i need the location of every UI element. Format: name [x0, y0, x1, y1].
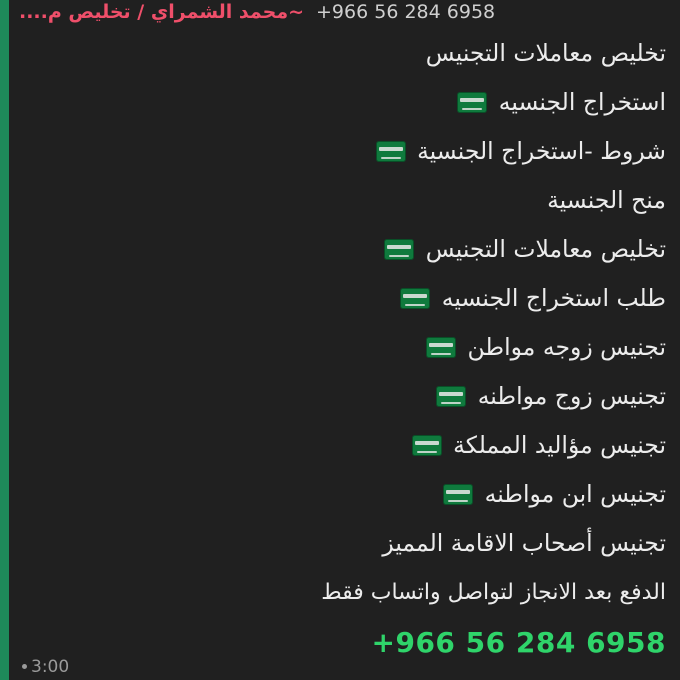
- message-body: [9, 0, 680, 680]
- message-line: [19, 568, 666, 617]
- message-line-text: طلب استخراج الجنسيه: [441, 284, 666, 312]
- saudi-flag-icon: [426, 337, 456, 358]
- message-line-text: استخراج الجنسيه: [498, 88, 666, 116]
- message-line: [19, 274, 666, 323]
- saudi-flag-icon: [443, 484, 473, 505]
- saudi-flag-icon: [376, 141, 406, 162]
- message-line: [19, 29, 666, 78]
- message-lines: [19, 29, 666, 617]
- message-line-text: تجنيس مؤاليد المملكة: [453, 431, 666, 459]
- message-timestamp: [22, 657, 69, 677]
- left-edge-strip: [0, 0, 9, 680]
- message-line-text: تخليص معاملات التجنيس: [425, 39, 666, 67]
- message-line-text: شروط -استخراج الجنسية: [417, 137, 666, 165]
- phone-number-bottom[interactable]: +966 56 284 6958: [371, 626, 666, 659]
- saudi-flag-icon: [436, 386, 466, 407]
- message-line: [19, 323, 666, 372]
- message-line-text: تخليص معاملات التجنيس: [425, 235, 666, 263]
- message-line-text: منح الجنسية: [547, 186, 666, 214]
- message-line-text: تجنيس زوج مواطنه: [477, 382, 666, 410]
- message-line-text: تجنيس ابن مواطنه: [484, 480, 666, 508]
- message-line-text: تجنيس أصحاب الاقامة المميز: [382, 529, 666, 557]
- phone-number-top[interactable]: +966 56 284 6958: [316, 1, 496, 23]
- message-line: [19, 225, 666, 274]
- saudi-flag-icon: [457, 92, 487, 113]
- timestamp-text: 3:00: [31, 657, 70, 677]
- unread-dot-icon: [22, 664, 27, 669]
- message-line-text: تجنيس زوجه مواطن: [467, 333, 666, 361]
- message-line: [19, 78, 666, 127]
- message-line: [19, 127, 666, 176]
- message-line: [19, 470, 666, 519]
- message-line: [19, 421, 666, 470]
- saudi-flag-icon: [384, 239, 414, 260]
- contact-name[interactable]: ~محمد الشمراي / تخليص م....: [19, 1, 305, 23]
- message-line: [19, 519, 666, 568]
- message-line-text: الدفع بعد الانجاز لتواصل واتساب فقط: [321, 580, 666, 605]
- saudi-flag-icon: [412, 435, 442, 456]
- message-line: [19, 176, 666, 225]
- saudi-flag-icon: [400, 288, 430, 309]
- message-header: [19, 0, 666, 27]
- message-line: [19, 372, 666, 421]
